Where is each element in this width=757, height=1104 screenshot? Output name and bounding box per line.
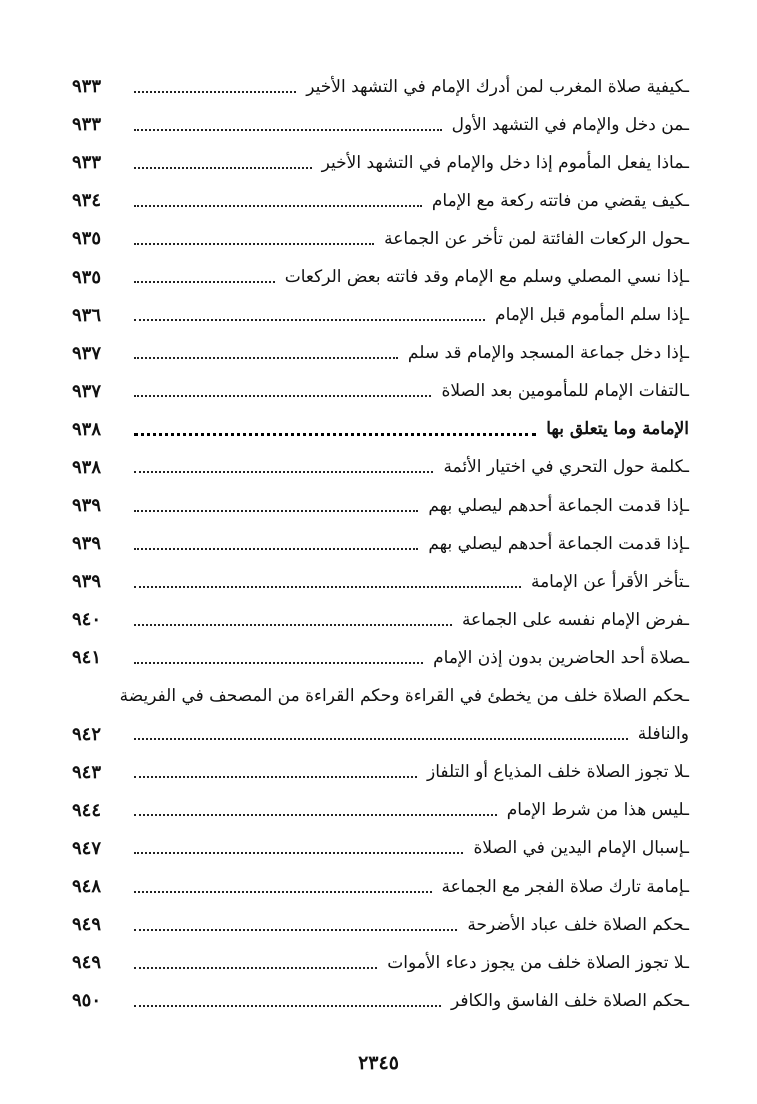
toc-entry — [72, 525, 689, 563]
toc-entry — [72, 297, 689, 335]
toc-entry — [72, 258, 689, 296]
dot-leader — [134, 775, 417, 778]
toc-entry — [72, 830, 689, 868]
toc-entry — [72, 373, 689, 411]
entry-page: ٩٣٩ — [72, 571, 102, 593]
toc-entry — [72, 449, 689, 487]
toc-entry — [72, 563, 689, 601]
toc-entry — [72, 335, 689, 373]
dot-leader — [134, 166, 312, 169]
entry-page: ٩٣٥ — [72, 266, 102, 288]
toc-entry — [72, 944, 689, 982]
entry-title: ـحكم الصلاة خلف الفاسق والكافر — [451, 990, 689, 1011]
dot-leader — [134, 661, 423, 664]
dot-leader — [134, 470, 433, 473]
dot-leader — [134, 547, 418, 550]
dot-leader — [134, 928, 457, 931]
entry-title: ـلا تجوز الصلاة خلف من يجوز دعاء الأموات — [387, 952, 689, 973]
entry-title: ـكلمة حول التحري في اختيار الأئمة — [443, 457, 689, 478]
toc-entry — [72, 601, 689, 639]
entry-page: ٩٣٣ — [72, 152, 102, 174]
dot-leader — [134, 318, 485, 321]
dot-leader — [134, 737, 628, 740]
entry-page: ٩٤٩ — [72, 914, 102, 936]
entry-page: ٩٣٦ — [72, 304, 102, 326]
entry-page: ٩٣٤ — [72, 190, 102, 212]
entry-page: ٩٤٢ — [72, 723, 102, 745]
entry-page: ٩٤٠ — [72, 609, 102, 631]
entry-title: ـإذا قدمت الجماعة أحدهم ليصلي بهم — [428, 533, 689, 554]
entry-page: ٩٣٥ — [72, 228, 102, 250]
entry-title: ـإسبال الإمام اليدين في الصلاة — [473, 838, 689, 859]
entry-page: ٩٤٧ — [72, 837, 102, 859]
entry-title: ـكيفية صلاة المغرب لمن أدرك الإمام في التشهد الأخير — [306, 76, 689, 97]
toc-entry — [72, 68, 689, 106]
entry-page: ٩٤١ — [72, 647, 102, 669]
toc-section-heading — [72, 411, 689, 449]
entry-title: ـحكم الصلاة خلف عباد الأضرحة — [467, 914, 689, 935]
toc-entry — [72, 144, 689, 182]
entry-page: ٩٤٩ — [72, 952, 102, 974]
toc-entry-continuation — [72, 716, 689, 754]
toc-entry — [72, 639, 689, 677]
dot-leader — [134, 585, 521, 588]
entry-title: ـمن دخل والإمام في التشهد الأول — [451, 114, 689, 135]
dot-leader — [134, 1004, 441, 1007]
entry-title: ـلا تجوز الصلاة خلف المذياع أو التلفاز — [427, 762, 689, 783]
entry-page: ٩٣٧ — [72, 342, 102, 364]
entry-title: ـليس هذا من شرط الإمام — [506, 800, 689, 821]
entry-page: ٩٤٤ — [72, 799, 102, 821]
toc-entry — [72, 487, 689, 525]
entry-title: ـالتفات الإمام للمأمومين بعد الصلاة — [441, 381, 689, 402]
entry-title: ـإذا سلم المأموم قبل الإمام — [495, 305, 689, 326]
table-of-contents — [72, 68, 689, 1020]
toc-entry — [72, 906, 689, 944]
dot-leader — [134, 280, 275, 283]
dot-leader — [134, 128, 442, 131]
toc-entry — [72, 182, 689, 220]
dot-leader — [134, 623, 452, 626]
entry-page: ٩٣٣ — [72, 114, 102, 136]
entry-title: ـماذا يفعل المأموم إذا دخل والإمام في التشهد الأخير — [321, 152, 689, 173]
section-title: الإمامة وما يتعلق بها — [546, 419, 689, 440]
toc-entry — [72, 868, 689, 906]
section-page: ٩٣٨ — [72, 418, 102, 440]
entry-title: ـكيف يقضي من فاتته ركعة مع الإمام — [431, 190, 689, 211]
toc-entry — [72, 792, 689, 830]
toc-entry — [72, 220, 689, 258]
dot-leader — [134, 509, 418, 512]
page-number: ٢٣٤٥ — [358, 1052, 399, 1074]
entry-page: ٩٥٠ — [72, 990, 102, 1012]
entry-title: ـصلاة أحد الحاضرين بدون إذن الإمام — [433, 647, 689, 668]
dot-leader — [134, 432, 536, 436]
toc-entry — [72, 982, 689, 1020]
entry-page: ٩٤٨ — [72, 876, 102, 898]
dot-leader — [134, 890, 432, 893]
dot-leader — [134, 242, 374, 245]
entry-page: ٩٣٩ — [72, 495, 102, 517]
entry-page: ٩٤٣ — [72, 761, 102, 783]
dot-leader — [134, 356, 398, 359]
dot-leader — [134, 90, 296, 93]
entry-title: ـحول الركعات الفائتة لمن تأخر عن الجماعة — [384, 228, 689, 249]
entry-title: ـإذا نسي المصلي وسلم مع الإمام وقد فاتته بعض الركعات — [284, 267, 689, 288]
dot-leader — [134, 394, 431, 397]
entry-title: ـإذا دخل جماعة المسجد والإمام قد سلم — [407, 343, 689, 364]
entry-title: ـتأخر الأقرأ عن الإمامة — [530, 571, 689, 592]
entry-title: ـإذا قدمت الجماعة أحدهم ليصلي بهم — [428, 495, 689, 516]
entry-title: ـحكم الصلاة خلف من يخطئ في القراءة وحكم القراءة من المصحف في الفريضة — [119, 686, 689, 707]
dot-leader — [134, 204, 422, 207]
dot-leader — [134, 813, 497, 816]
entry-page: ٩٣٧ — [72, 380, 102, 402]
entry-title: ـفرض الإمام نفسه على الجماعة — [461, 609, 689, 630]
entry-page: ٩٣٩ — [72, 533, 102, 555]
toc-entry-wrapped-first-line — [72, 678, 689, 716]
dot-leader — [134, 851, 463, 854]
entry-title: ـإمامة تارك صلاة الفجر مع الجماعة — [441, 876, 689, 897]
dot-leader — [134, 966, 377, 969]
entry-page: ٩٣٨ — [72, 456, 102, 478]
toc-entry — [72, 106, 689, 144]
toc-entry — [72, 754, 689, 792]
entry-page: ٩٣٣ — [72, 76, 102, 98]
entry-title-continuation: والنافلة — [637, 724, 689, 745]
